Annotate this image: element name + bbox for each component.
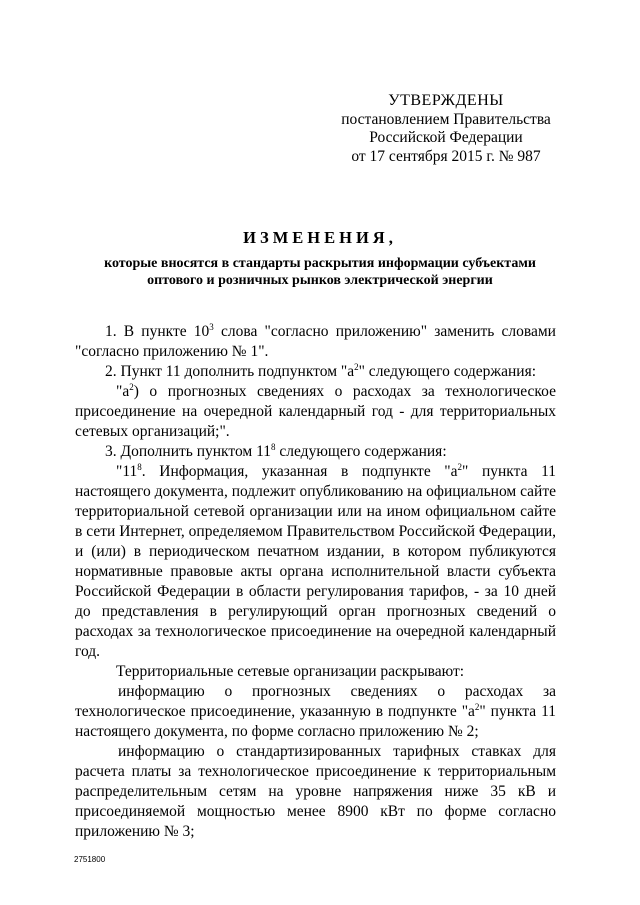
paragraph-7: информацию о прогнозных сведениях о расходах за технологическое присоединение, указанную в подпункте "$а^2$" пункта 11 настоящего документа, по форме согласно приложению № 2; — [75, 683, 556, 740]
document-body — [75, 322, 556, 842]
approval-line-country: Российской Федерации — [369, 129, 523, 146]
paragraph-8: информацию о стандартизированных тарифных ставках для расчета платы за технологическое присоединение к территориальным распределительным сетям на уровне напряжения ниже 35 кВ и присоединяемой мощностью менее 8900 кВт по форме согласно приложению № 3; — [75, 743, 556, 840]
subtitle-line-2: оптового и розничных рынков электрической энергии — [147, 273, 493, 288]
paragraph-3: "$а^2$) о прогнозных сведениях о расходах за технологическое присоединение на очередной календарный год - для территориальных сетевых организаций;". — [75, 381, 556, 440]
approval-line-date: от 17 сентября 2015 г. № 987 — [351, 147, 541, 165]
approval-stamp — [330, 92, 562, 166]
title-heading: ИЗМЕНЕНИЯ, — [243, 228, 397, 247]
document-title — [70, 228, 570, 289]
paragraph-6: Территориальные сетевые организации раскрывают: — [116, 663, 465, 680]
approval-line-authority: постановлением Правительства — [341, 110, 551, 128]
subtitle-line-1: которые вносятся в стандарты раскрытия информации субъектами — [104, 256, 536, 271]
document-code: 2751800 — [74, 855, 106, 864]
title-subtitle — [70, 255, 570, 289]
paragraph-2: 2. Пункт 11 дополнить подпунктом "$а^2$" следующего содержания: — [105, 361, 537, 380]
paragraph-5: "$11^8$. Информация, указанная в подпункте "$а^2$" пункта 11 настоящего документа, подлежит опубликованию на официальном сайте территориальной сетевой организации или на ином официальном сайте в сети Интернет, определяемом Правительством Российской Федерации, и (или) в периодическом печатном издании, в котором публикуются нормативные правовые акты органа исполнительной власти субъекта Российской Федерации в области регулирования тарифов, - за 10 дней до представления в регулирующий орган прогнозных сведений о расходах за технологическое присоединение на очередной календарный год. — [75, 461, 556, 660]
paragraph-1: 1. В пункте $10^3$ слова "согласно приложению" заменить словами "согласно приложению № 1". — [75, 321, 556, 360]
paragraph-4: 3. Дополнить пунктом $11^8$ следующего содержания: — [105, 441, 447, 460]
approval-heading: УТВЕРЖДЕНЫ — [388, 92, 504, 109]
